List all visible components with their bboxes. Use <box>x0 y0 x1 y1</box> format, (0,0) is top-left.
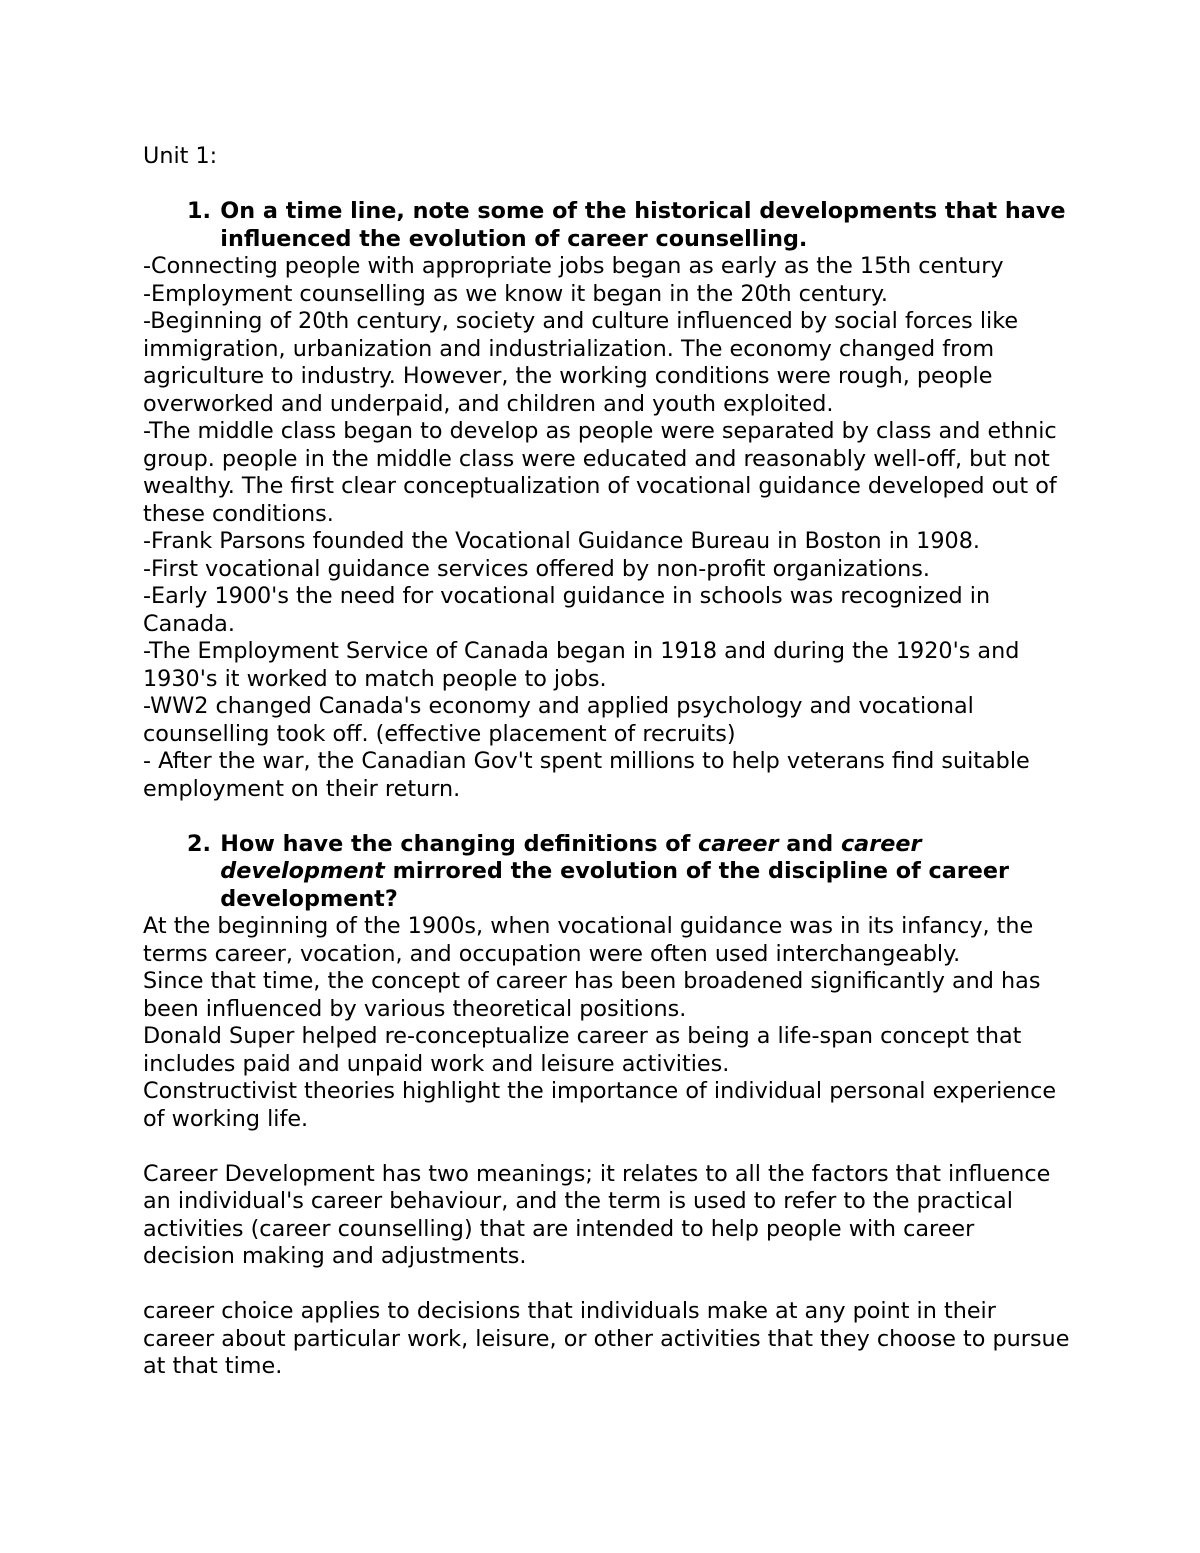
question-2-text-part: and <box>778 830 841 857</box>
question-1 <box>143 198 1073 253</box>
answer-1-line: -The Employment Service of Canada began in 1918 and during the 1920's and 1930's it worked to match people to jobs. <box>143 638 1020 692</box>
document-page <box>143 143 1073 1381</box>
answer-2-line: At the beginning of the 1900s, when vocational guidance was in its infancy, the terms career, vocation, and occupation were often used interchangeably. <box>143 913 1034 967</box>
question-2-emphasis-career: career <box>698 830 779 857</box>
question-2-text <box>220 831 1073 914</box>
question-2-text-part: mirrored the evolution of the discipline of career development? <box>220 858 1010 912</box>
answer-1-line: -WW2 changed Canada's economy and applied psychology and vocational counselling took off. (effective placement of recruits) <box>143 693 974 747</box>
spacer <box>143 1133 1073 1161</box>
spacer <box>143 803 1073 831</box>
answer-1-line: -Connecting people with appropriate jobs began as early as the 15th century <box>143 253 1004 279</box>
answer-2-paragraph-career-development: Career Development has two meanings; it relates to all the factors that influence an individual's career behaviour, and the term is used to refer to the practical activities (career counselling) that are intended to help people with career decision making and adjustments. <box>143 1160 1051 1269</box>
question-2-text-part: How have the changing definitions of <box>220 830 699 857</box>
spacer <box>143 1271 1073 1299</box>
answer-2-line: Since that time, the concept of career has been broadened significantly and has been influenced by various theoretical positions. <box>143 968 1041 1022</box>
question-1-text: On a time line, note some of the historical developments that have influenced the evolution of career counselling. <box>220 198 1066 252</box>
answer-1-line: - After the war, the Canadian Gov't spent millions to help veterans find suitable employment on their return. <box>143 748 1030 802</box>
answer-1-line: -Beginning of 20th century, society and culture influenced by social forces like immigration, urbanization and industrialization. The economy changed from agriculture to industry. However, the working conditions were rough, people overworked and underpaid, and children and youth exploited. <box>143 308 1019 417</box>
question-2-emphasis-career-development: career development <box>220 830 922 884</box>
answer-1-line: -First vocational guidance services offered by non-profit organizations. <box>143 555 930 582</box>
unit-heading: Unit 1: <box>143 143 218 169</box>
question-2-number: 2. <box>187 830 211 857</box>
answer-1-line: -Employment counselling as we know it began in the 20th century. <box>143 280 888 307</box>
question-2 <box>143 831 1073 914</box>
answer-1-line: -Frank Parsons founded the Vocational Guidance Bureau in Boston in 1908. <box>143 528 981 554</box>
answer-2-paragraph-career-choice: career choice applies to decisions that individuals make at any point in their career about particular work, leisure, or other activities that they choose to pursue at that time. <box>143 1298 1070 1379</box>
question-1-number: 1. <box>187 198 211 224</box>
answer-1-line: -The middle class began to develop as people were separated by class and ethnic group. people in the middle class were educated and reasonably well-off, but not wealthy. The first clear conceptualization of vocational guidance developed out of these conditions. <box>143 418 1057 527</box>
answer-2-line: Donald Super helped re-conceptualize career as being a life-span concept that includes paid and unpaid work and leisure activities. <box>143 1023 1022 1077</box>
answer-2-line: Constructivist theories highlight the importance of individual personal experience of working life. <box>143 1078 1057 1132</box>
answer-1-line: -Early 1900's the need for vocational guidance in schools was recognized in Canada. <box>143 583 991 637</box>
